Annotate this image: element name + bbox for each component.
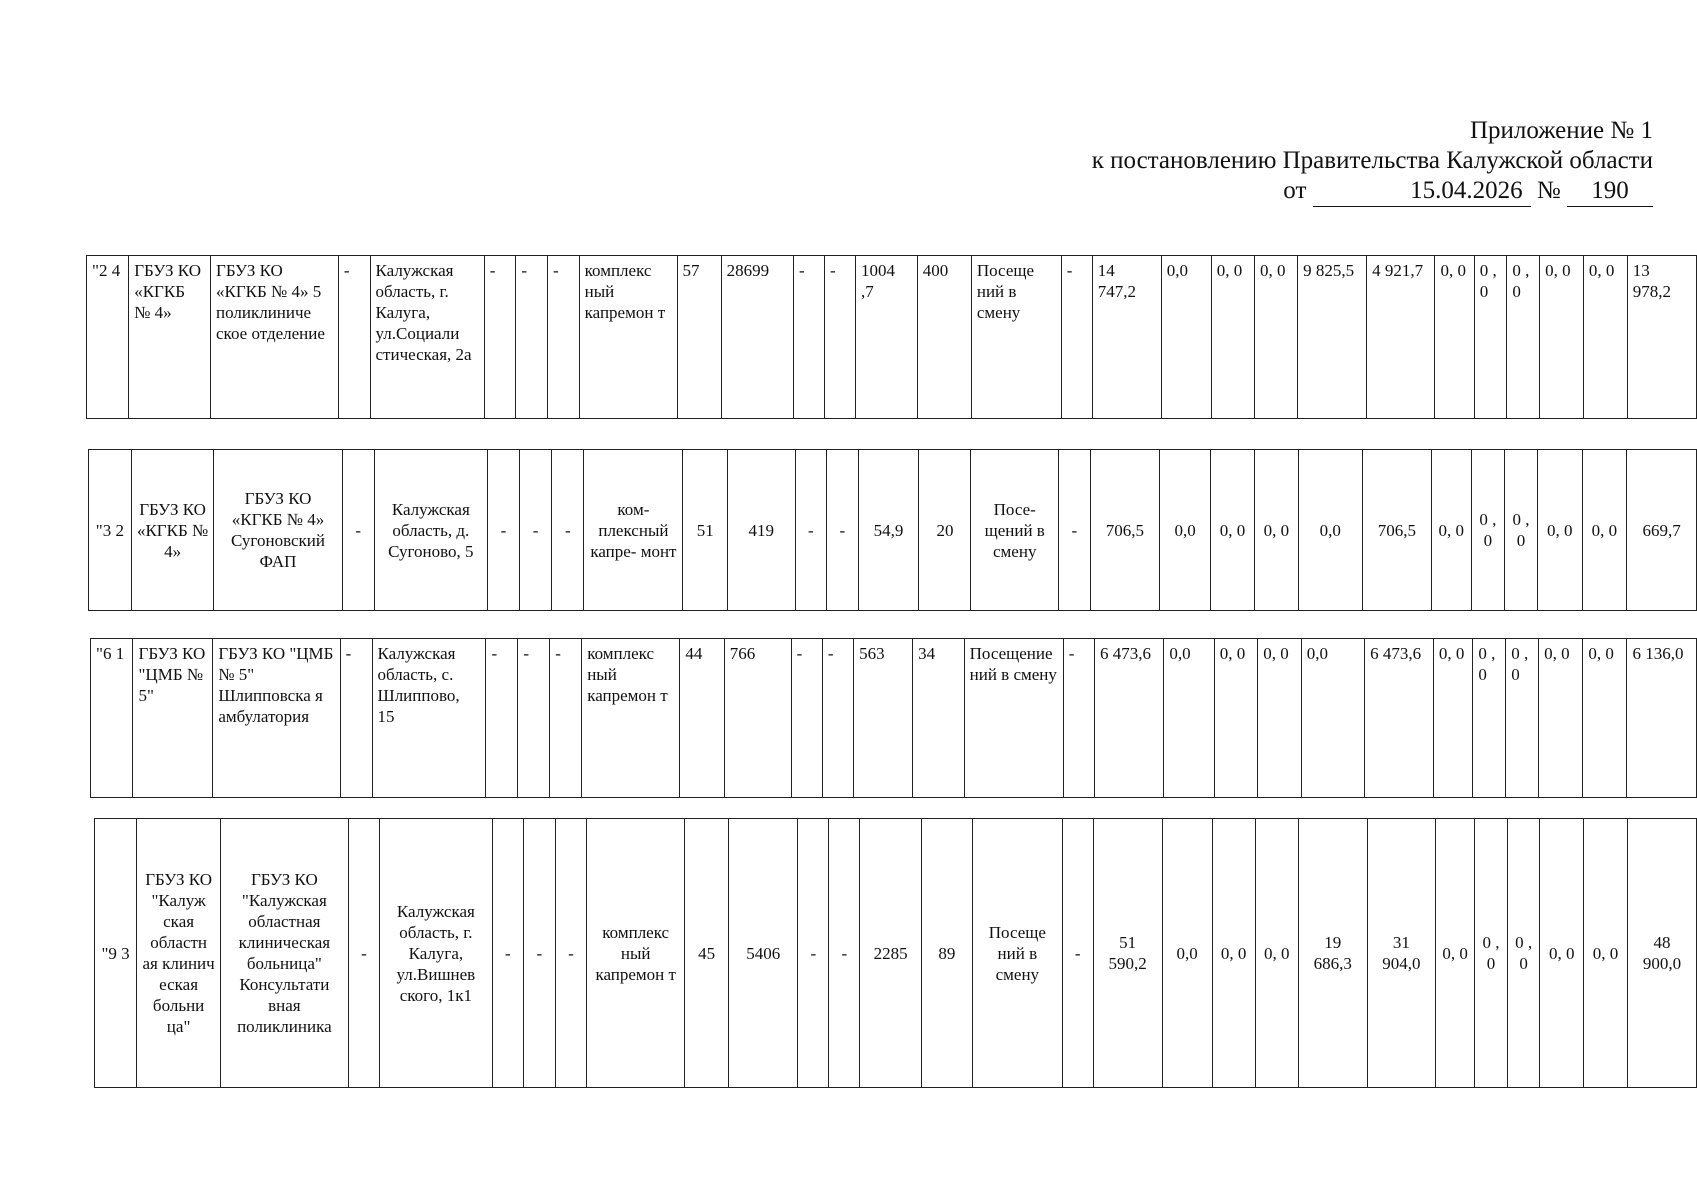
table-cell: 54,9 bbox=[858, 450, 919, 611]
table-cell: - bbox=[518, 639, 550, 798]
table-cell: 20 bbox=[919, 450, 971, 611]
table-cell: 0,0 bbox=[1164, 639, 1214, 798]
table-cell: 0, 0 bbox=[1254, 256, 1297, 419]
table-cell: Посещение ний в смену bbox=[964, 639, 1063, 798]
table-cell: - bbox=[791, 639, 822, 798]
table-cell: 0, 0 bbox=[1211, 450, 1255, 611]
table-cell: Посе- щений в смену bbox=[971, 450, 1059, 611]
appendix-subtitle: к постановлению Правительства Калужской области bbox=[1091, 147, 1653, 174]
table-cell: - bbox=[829, 819, 860, 1088]
table-cell: - bbox=[487, 450, 519, 611]
table-cell: Калужская область, г. Калуга, ул.Социали стическая, 2а bbox=[370, 256, 484, 419]
number-label: № bbox=[1536, 177, 1561, 204]
table-cell: 0, 0 bbox=[1258, 639, 1302, 798]
table-cell: 0, 0 bbox=[1214, 639, 1258, 798]
table-cell: 0 , 0 bbox=[1475, 819, 1508, 1088]
table-cell: 0, 0 bbox=[1584, 819, 1628, 1088]
table-cell: 0 , 0 bbox=[1474, 256, 1507, 419]
table-cell: "2 4 bbox=[87, 256, 129, 419]
table-cell: 0, 0 bbox=[1431, 450, 1471, 611]
table-cell: 0 , 0 bbox=[1507, 256, 1540, 419]
table-cell: Посеще ний в смену bbox=[972, 819, 1062, 1088]
table-cell: 0,0 bbox=[1160, 450, 1211, 611]
table-cell: - bbox=[550, 639, 582, 798]
table-cell: 0, 0 bbox=[1582, 450, 1627, 611]
table-cell: 0,0 bbox=[1162, 819, 1212, 1088]
table-cell: Калужская область, д. Сугоново, 5 bbox=[374, 450, 487, 611]
table-cell: 19 686,3 bbox=[1298, 819, 1367, 1088]
table-cell: 0, 0 bbox=[1211, 256, 1254, 419]
table-cell: 0 , 0 bbox=[1471, 450, 1504, 611]
table-cell: 0, 0 bbox=[1583, 256, 1627, 419]
table-cell: 14 747,2 bbox=[1092, 256, 1161, 419]
table-cell: 0 , 0 bbox=[1473, 639, 1506, 798]
table-cell: 419 bbox=[728, 450, 795, 611]
date-number-line bbox=[1092, 176, 1653, 207]
table-cell: - bbox=[516, 256, 548, 419]
table-cell: - bbox=[547, 256, 579, 419]
table-row bbox=[90, 638, 1697, 798]
table-cell: 706,5 bbox=[1362, 450, 1431, 611]
table-cell: 0, 0 bbox=[1212, 819, 1255, 1088]
table-cell: - bbox=[827, 450, 859, 611]
table-cell: 6 473,6 bbox=[1095, 639, 1164, 798]
table-cell: 2285 bbox=[860, 819, 922, 1088]
table-cell: - bbox=[555, 819, 587, 1088]
table-cell: комплекс ный капремон т bbox=[579, 256, 677, 419]
table-cell: 31 904,0 bbox=[1367, 819, 1435, 1088]
table-row bbox=[88, 449, 1697, 611]
table-cell: 0, 0 bbox=[1540, 819, 1584, 1088]
table-cell: 0, 0 bbox=[1583, 639, 1627, 798]
table-cell: 0, 0 bbox=[1254, 450, 1298, 611]
table-cell: 706,5 bbox=[1090, 450, 1160, 611]
table-cell: - bbox=[486, 639, 518, 798]
table-cell: - bbox=[348, 819, 380, 1088]
table-cell: 9 825,5 bbox=[1298, 256, 1367, 419]
table-cell: 0, 0 bbox=[1433, 639, 1473, 798]
table-cell: Посеще ний в смену bbox=[971, 256, 1061, 419]
table-cell: 57 bbox=[677, 256, 721, 419]
table-cell: "6 1 bbox=[91, 639, 133, 798]
table-cell: Калужская область, с. Шлиппово, 15 bbox=[372, 639, 486, 798]
table-cell: комплекс ный капремон т bbox=[587, 819, 685, 1088]
table-row bbox=[94, 818, 1697, 1088]
table-row-cells bbox=[95, 819, 1697, 1088]
table-cell: 0, 0 bbox=[1539, 639, 1583, 798]
table-cell: 0 , 0 bbox=[1504, 450, 1537, 611]
table-cell: 0, 0 bbox=[1540, 256, 1584, 419]
table-cell: - bbox=[1063, 639, 1094, 798]
table-cell: 0,0 bbox=[1298, 450, 1362, 611]
table-cell: комплекс ный капремон т bbox=[582, 639, 680, 798]
table-cell: ГБУЗ КО "Калуж ская областн ая клинич еская больни ца" bbox=[137, 819, 221, 1088]
table-row bbox=[86, 255, 1697, 419]
table-cell: ГБУЗ КО «КГКБ № 4» bbox=[129, 256, 211, 419]
table-cell: - bbox=[342, 450, 374, 611]
from-label: от bbox=[1283, 177, 1307, 204]
table-cell: 766 bbox=[724, 639, 791, 798]
table-cell: 0, 0 bbox=[1435, 819, 1474, 1088]
table-cell: - bbox=[798, 819, 829, 1088]
table-cell: 45 bbox=[685, 819, 729, 1088]
table-cell: - bbox=[1061, 256, 1092, 419]
table-cell: - bbox=[520, 450, 552, 611]
table-cell: - bbox=[338, 256, 370, 419]
table-cell: ГБУЗ КО "ЦМБ № 5" Шлипповска я амбулатория bbox=[213, 639, 340, 798]
table-cell: "3 2 bbox=[89, 450, 132, 611]
appendix-title: Приложение № 1 bbox=[1469, 117, 1653, 144]
table-cell: ГБУЗ КО «КГКБ № 4» bbox=[131, 450, 214, 611]
table-cell: 400 bbox=[917, 256, 971, 419]
table-cell: Калужская область, г. Калуга, ул.Вишнев ского, 1к1 bbox=[380, 819, 492, 1088]
table-cell: 44 bbox=[680, 639, 724, 798]
table-cell: 48 900,0 bbox=[1627, 819, 1696, 1088]
table-cell: 13 978,2 bbox=[1627, 256, 1696, 419]
decree-number: 190 bbox=[1567, 176, 1653, 207]
table-cell: 563 bbox=[854, 639, 913, 798]
table-cell: ГБУЗ КО "Калужская областная клиническая больница" Консультати вная поликлиника bbox=[221, 819, 349, 1088]
table-cell: 34 bbox=[913, 639, 965, 798]
table-cell: ГБУЗ КО «КГКБ № 4» Сугоновский ФАП bbox=[214, 450, 342, 611]
table-cell: 51 590,2 bbox=[1093, 819, 1162, 1088]
table-cell: ГБУЗ КО «КГКБ № 4» 5 поликлиниче ское отделение bbox=[211, 256, 339, 419]
table-cell: 0, 0 bbox=[1538, 450, 1583, 611]
table-cell: - bbox=[795, 450, 827, 611]
table-cell: 0,0 bbox=[1301, 639, 1364, 798]
table-cell: - bbox=[340, 639, 372, 798]
table-cell: 4 921,7 bbox=[1367, 256, 1435, 419]
table-cell: - bbox=[484, 256, 516, 419]
table-cell: 89 bbox=[921, 819, 972, 1088]
table-cell: - bbox=[794, 256, 825, 419]
table-cell: - bbox=[825, 256, 856, 419]
table-cell: 6 473,6 bbox=[1365, 639, 1434, 798]
table-cell: "9 3 bbox=[95, 819, 137, 1088]
table-row-cells bbox=[91, 639, 1697, 798]
decree-date: 15.04.2026 bbox=[1313, 176, 1531, 207]
table-row-cells bbox=[87, 256, 1697, 419]
table-cell: - bbox=[822, 639, 853, 798]
table-cell: 0 , 0 bbox=[1507, 819, 1540, 1088]
table-cell: - bbox=[1062, 819, 1093, 1088]
table-cell: 669,7 bbox=[1627, 450, 1697, 611]
table-cell: - bbox=[1059, 450, 1091, 611]
table-cell: 6 136,0 bbox=[1627, 639, 1697, 798]
table-cell: 1004 ,7 bbox=[856, 256, 918, 419]
table-cell: - bbox=[552, 450, 584, 611]
table-cell: - bbox=[492, 819, 524, 1088]
table-cell: 28699 bbox=[721, 256, 793, 419]
table-cell: 5406 bbox=[729, 819, 798, 1088]
table-cell: 0,0 bbox=[1161, 256, 1211, 419]
table-cell: 51 bbox=[683, 450, 728, 611]
table-row-cells bbox=[89, 450, 1697, 611]
table-cell: 0, 0 bbox=[1255, 819, 1298, 1088]
table-cell: ком- плексный капре- монт bbox=[584, 450, 683, 611]
table-cell: 0, 0 bbox=[1435, 256, 1474, 419]
table-cell: 0 , 0 bbox=[1506, 639, 1539, 798]
table-cell: ГБУЗ КО "ЦМБ № 5" bbox=[133, 639, 213, 798]
table-cell: - bbox=[524, 819, 556, 1088]
document-header bbox=[1092, 116, 1653, 207]
